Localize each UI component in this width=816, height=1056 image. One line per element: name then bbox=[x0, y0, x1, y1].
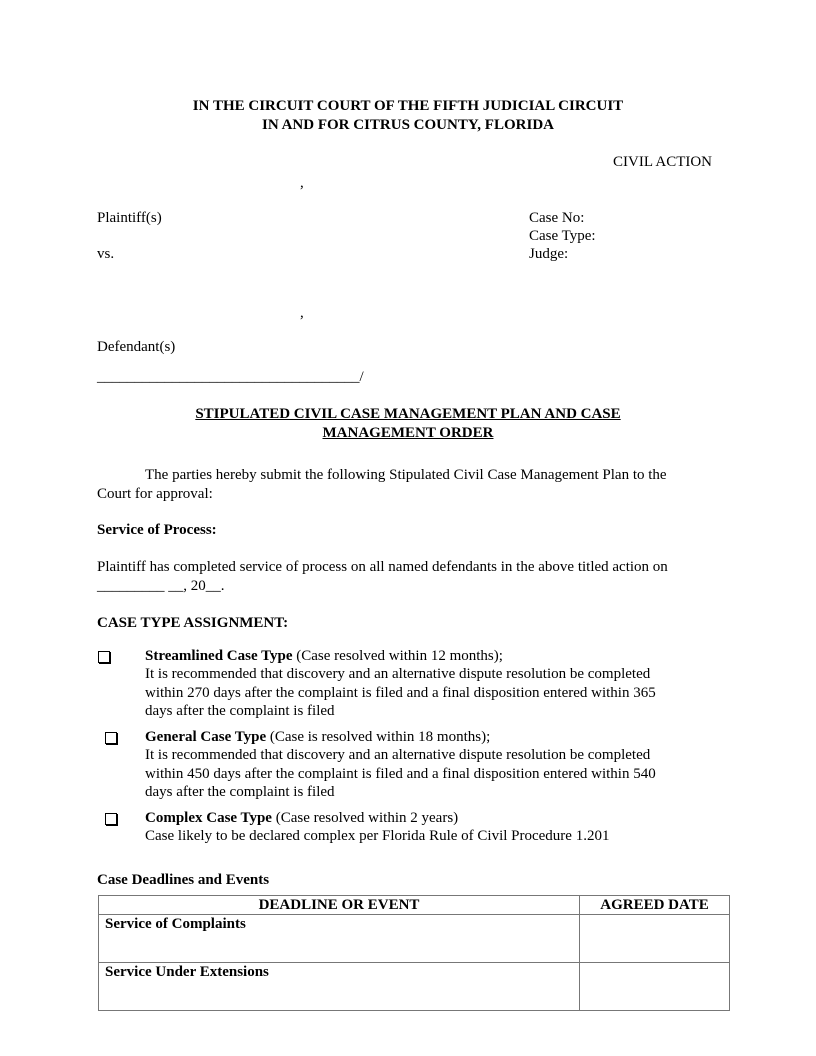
intro-line2: Court for approval: bbox=[97, 486, 213, 502]
deadline-or-event-header: DEADLINE OR EVENT bbox=[99, 896, 580, 915]
complex-case-desc: (Case resolved within 2 years) bbox=[271, 810, 459, 826]
service-of-complaints-cell: Service of Complaints bbox=[99, 915, 580, 963]
general-case-checkbox[interactable] bbox=[105, 732, 117, 744]
caption-signature-line: ___________________________________/ bbox=[97, 369, 364, 385]
streamlined-case-checkbox[interactable] bbox=[98, 651, 110, 663]
agreed-date-header: AGREED DATE bbox=[580, 896, 730, 915]
document-title-continued bbox=[0, 424, 816, 442]
general-case-line3: days after the complaint is filed bbox=[145, 784, 335, 800]
general-case-name: General Case Type bbox=[145, 729, 267, 745]
document-title-line1: STIPULATED CIVIL CASE MANAGEMENT PLAN AND CASE bbox=[195, 406, 621, 422]
service-under-extensions-cell: Service Under Extensions bbox=[99, 963, 580, 1011]
service-under-extensions-date-cell[interactable] bbox=[580, 963, 730, 1011]
streamlined-case-desc: (Case resolved within 12 months); bbox=[292, 648, 503, 664]
complex-case-checkbox[interactable] bbox=[105, 813, 117, 825]
court-title-line2: IN AND FOR CITRUS COUNTY, FLORIDA bbox=[262, 117, 554, 133]
complex-case-name: Complex Case Type bbox=[145, 810, 272, 826]
general-case-desc: (Case is resolved within 18 months); bbox=[266, 729, 491, 745]
streamlined-case-name: Streamlined Case Type bbox=[145, 648, 293, 664]
service-of-process-date-blank[interactable]: _________ __, 20__. bbox=[97, 578, 225, 594]
general-case-line2: within 450 days after the complaint is filed and a final disposition entered within 540 bbox=[145, 766, 656, 782]
court-title-line1: IN THE CIRCUIT COURT OF THE FIFTH JUDICIAL CIRCUIT bbox=[192, 98, 624, 114]
civil-action-label: CIVIL ACTION bbox=[613, 154, 713, 170]
service-of-process-line1: Plaintiff has completed service of process on all named defendants in the above titled action on bbox=[97, 559, 668, 575]
streamlined-case-line3: days after the complaint is filed bbox=[145, 703, 335, 719]
plaintiff-label: Plaintiff(s) bbox=[97, 210, 162, 226]
case-type-assignment-heading: CASE TYPE ASSIGNMENT: bbox=[97, 615, 289, 631]
streamlined-case-line1: It is recommended that discovery and an alternative dispute resolution be completed bbox=[145, 666, 651, 682]
streamlined-case-line2: within 270 days after the complaint is filed and a final disposition entered within 365 bbox=[145, 685, 656, 701]
table-header-row bbox=[99, 896, 730, 915]
table-row bbox=[99, 915, 730, 963]
streamlined-case-title bbox=[145, 647, 503, 665]
case-no-label: Case No: bbox=[529, 210, 585, 226]
complex-case-title bbox=[145, 809, 458, 827]
versus-label: vs. bbox=[97, 246, 115, 262]
defendant-name-comma: , bbox=[300, 305, 304, 321]
plaintiff-name-comma: , bbox=[300, 175, 304, 191]
judge-label: Judge: bbox=[529, 246, 569, 262]
general-case-title bbox=[145, 728, 490, 746]
general-case-line1: It is recommended that discovery and an alternative dispute resolution be completed bbox=[145, 747, 651, 763]
case-deadlines-heading: Case Deadlines and Events bbox=[97, 872, 270, 888]
document-title-line2: MANAGEMENT ORDER bbox=[322, 425, 494, 441]
document-title bbox=[0, 405, 816, 423]
defendant-label: Defendant(s) bbox=[97, 339, 176, 355]
case-type-label: Case Type: bbox=[529, 228, 596, 244]
intro-line1: The parties hereby submit the following Stipulated Civil Case Management Plan to the bbox=[145, 467, 667, 483]
case-deadlines-table bbox=[98, 895, 730, 1011]
service-of-complaints-date-cell[interactable] bbox=[580, 915, 730, 963]
service-of-process-heading: Service of Process: bbox=[97, 522, 217, 538]
complex-case-line1: Case likely to be declared complex per Florida Rule of Civil Procedure 1.201 bbox=[145, 828, 610, 844]
table-row bbox=[99, 963, 730, 1011]
